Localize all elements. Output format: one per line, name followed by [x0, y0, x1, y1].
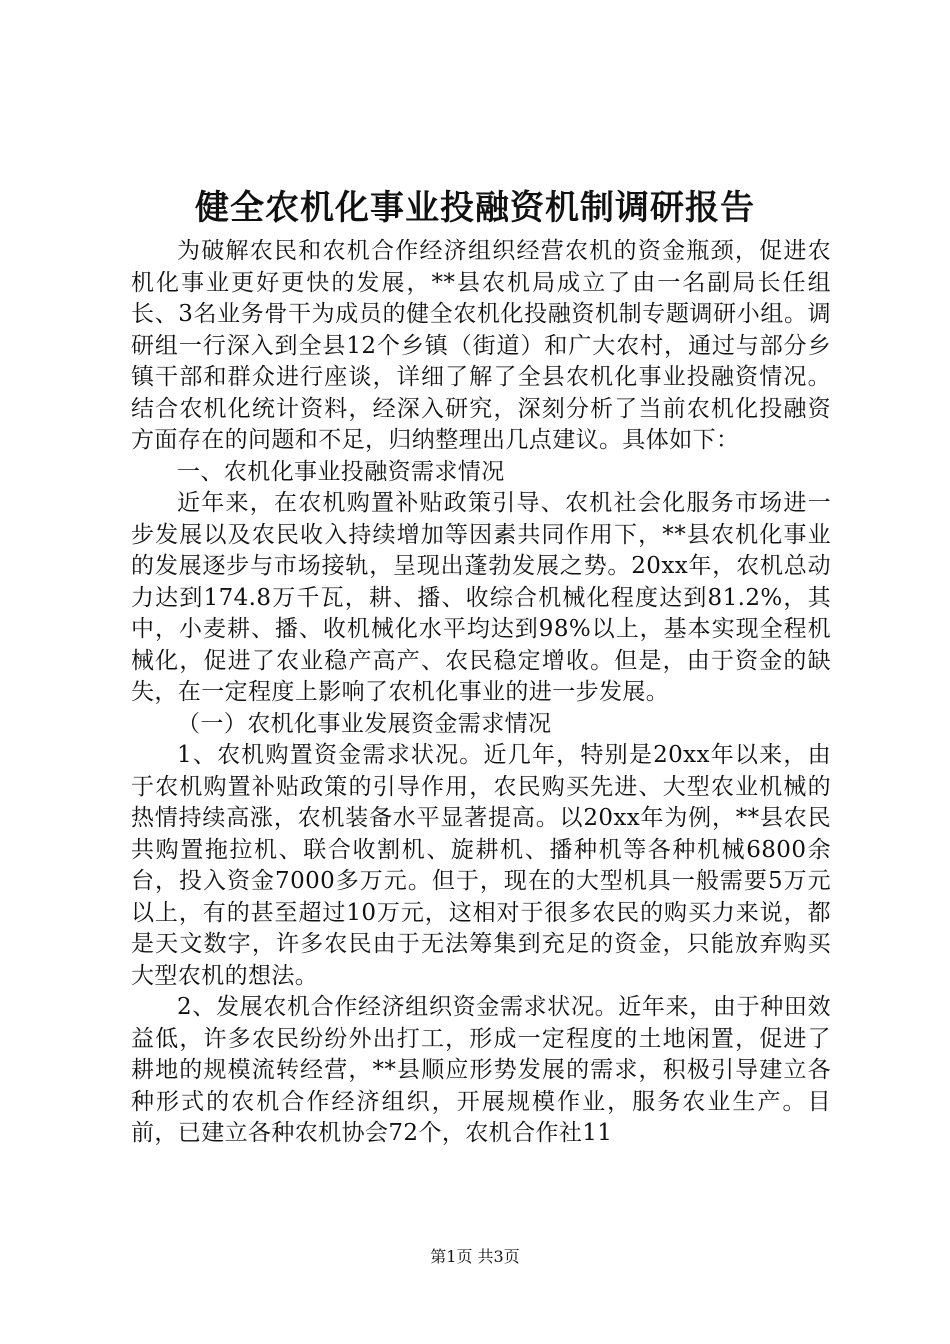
page-number: 第1页 共3页 — [430, 1247, 520, 1266]
document-title: 健全农机化事业投融资机制调研报告 — [195, 188, 755, 228]
subsection-heading-1: （一）农机化事业发展资金需求情况 — [177, 710, 552, 737]
document-body — [131, 236, 831, 1150]
intro-paragraph: 为破解农民和农机合作经济组织经营农机的资金瓶颈，促进农机化事业更好更快的发展，**县农机局成立了由一名副局长任组长、3名业务骨干为成员的健全农机化投融资机制专题调研小组。调研组一行深入到全县12个乡镇（街道）和广大农村，通过与部分乡镇干部和群众进行座谈，详细了解了全县农机化事业投融资情况。结合农机化统计资料，经深入研究，深刻分析了当前农机化投融资方面存在的问题和不足，归纳整理出几点建议。具体如下： — [131, 238, 831, 453]
section-heading-1: 一、农机化事业投融资需求情况 — [177, 458, 505, 485]
item-1-paragraph: 1、农机购置资金需求状况。近几年，特别是20xx年以来，由于农机购置补贴政策的引导作用，农民购买先进、大型农业机械的热情持续高涨，农机装备水平显著提高。以20xx年为例，**县农民共购置拖拉机、联合收割机、旋耕机、播种机等各种机械6800余台，投入资金7000多万元。但于，现在的大型机具一般需要5万元以上，有的甚至超过10万元，这相对于很多农民的购买力来说，都是天文数字，许多农民由于无法筹集到充足的资金，只能放弃购买大型农机的想法。 — [131, 742, 831, 989]
item-2-paragraph: 2、发展农机合作经济组织资金需求状况。近年来，由于种田效益低，许多农民纷纷外出打工，形成一定程度的土地闲置，促进了耕地的规模流转经营，**县顺应形势发展的需求，积极引导建立各种形式的农机合作经济组织，开展规模作业，服务农业生产。目前，已建立各种农机协会72个，农机合作社11 — [131, 994, 831, 1146]
section-1-paragraph: 近年来，在农机购置补贴政策引导、农机社会化服务市场进一步发展以及农民收入持续增加等因素共同作用下，**县农机化事业的发展逐步与市场接轨，呈现出蓬勃发展之势。20xx年，农机总动力达到174.8万千瓦，耕、播、收综合机械化程度达到81.2%，其中，小麦耕、播、收机械化水平均达到98%以上，基本实现全程机械化，促进了农业稳产高产、农民稳定增收。但是，由于资金的缺失，在一定程度上影响了农机化事业的进一步发展。 — [131, 490, 831, 705]
